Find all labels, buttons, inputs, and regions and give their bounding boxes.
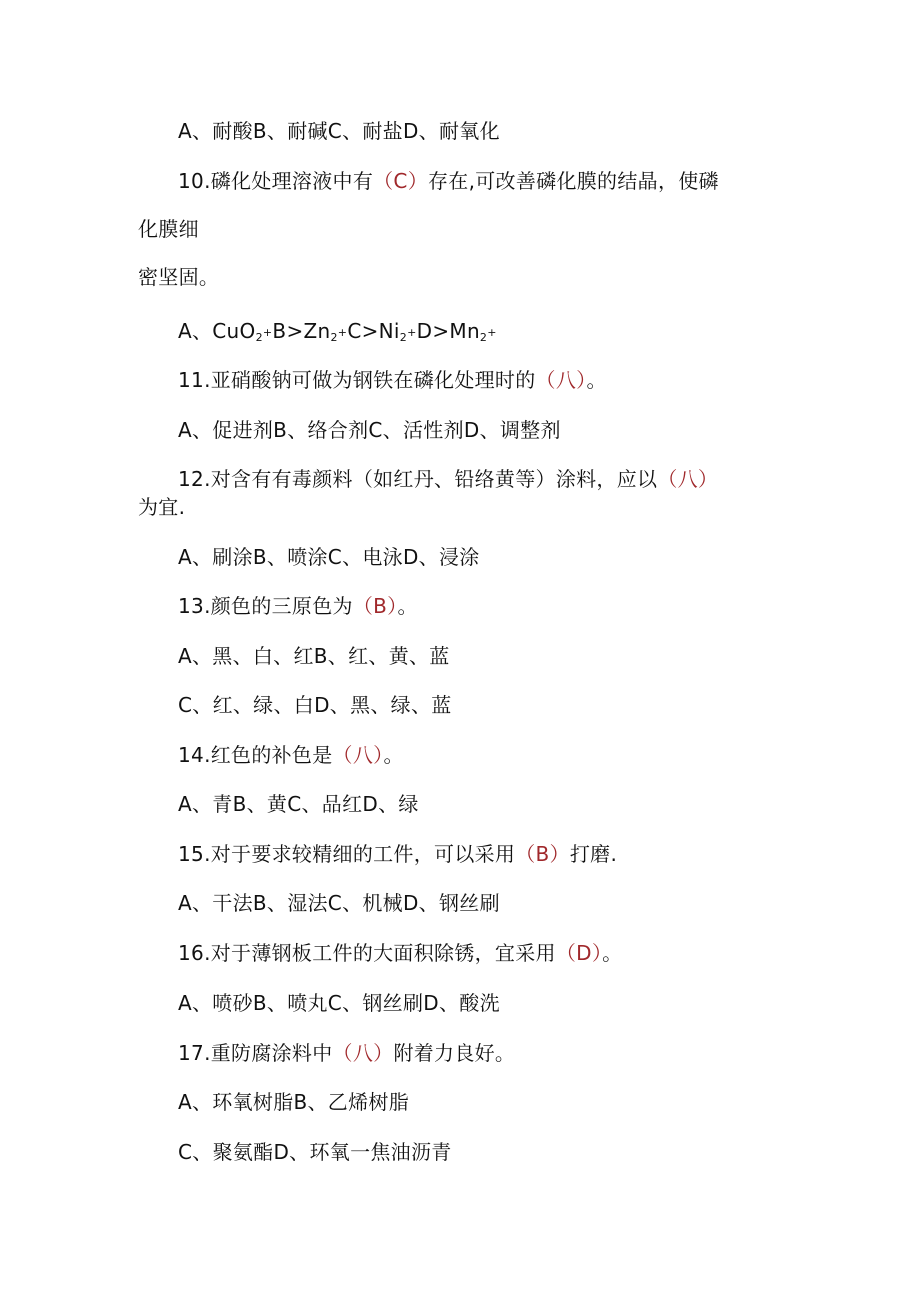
subscript: 2 — [479, 331, 488, 344]
question-text: 。 — [586, 368, 607, 392]
question-text: 附着力良好。 — [393, 1041, 516, 1065]
question-16 — [178, 940, 622, 966]
question-text: .对于要求较精细的工件，可以采用 — [204, 842, 516, 866]
options-line: A、黑、白、红B、红、黄、蓝 — [178, 644, 450, 668]
question-11 — [178, 367, 607, 393]
question-15 — [178, 841, 617, 867]
question-number: 17 — [178, 1041, 205, 1065]
question-number: 14 — [178, 743, 205, 767]
answer-mark: （B） — [352, 594, 398, 618]
question-number: 10 — [178, 169, 205, 193]
option-a: A、CuO — [178, 319, 256, 343]
superscript: + — [407, 326, 417, 339]
question-10 — [178, 168, 719, 194]
question-14 — [178, 742, 404, 768]
question-text: 。 — [383, 743, 404, 767]
superscript: + — [337, 326, 348, 339]
options-line: A、耐酸B、耐碱C、耐盐D、耐氧化 — [178, 119, 500, 143]
options-line: A、喷砂B、喷丸C、钢丝刷D、酸洗 — [178, 991, 500, 1015]
subscript: 2 — [255, 331, 263, 344]
question-text: .对于薄钢板工件的大面积除锈，宜采用 — [204, 941, 556, 965]
question-text: .红色的补色是 — [204, 743, 333, 767]
question-number: 11 — [178, 368, 205, 392]
options-line: A、青B、黄C、品红D、绿 — [178, 792, 419, 816]
answer-mark: （八） — [332, 1041, 394, 1065]
options-line: C、聚氨酯D、环氧一焦油沥青 — [178, 1140, 452, 1164]
question-text: .亚硝酸钠可做为钢铁在磷化处理时的 — [204, 368, 536, 392]
question-text: 。 — [397, 594, 418, 618]
superscript: + — [262, 326, 273, 339]
question-text: .重防腐涂料中 — [204, 1041, 333, 1065]
subscript: 2 — [399, 331, 408, 344]
option-b: B>Zn — [272, 319, 331, 343]
answer-mark: （八） — [657, 467, 719, 491]
options-line: A、干法B、湿法C、机械D、钢丝刷 — [178, 891, 500, 915]
question-continuation: 化膜细 — [138, 217, 199, 241]
options-line: A、刷涂B、喷涂C、电泳D、浸涂 — [178, 545, 480, 569]
question-number: 13 — [178, 594, 205, 618]
question-number: 12 — [178, 467, 205, 491]
question-number: 16 — [178, 941, 205, 965]
answer-mark: （B） — [515, 842, 570, 866]
answer-mark: （D） — [555, 941, 603, 965]
options-line — [178, 318, 497, 344]
question-17 — [178, 1040, 515, 1066]
answer-mark: （八） — [535, 368, 587, 392]
superscript: + — [487, 326, 497, 339]
question-text: 。 — [602, 941, 623, 965]
question-12 — [178, 466, 718, 492]
question-continuation: 为宜. — [138, 495, 186, 519]
question-13 — [178, 593, 418, 619]
question-number: 15 — [178, 842, 205, 866]
question-text: 打磨. — [569, 842, 618, 866]
options-line: A、环氧树脂B、乙烯树脂 — [178, 1090, 410, 1114]
options-line: C、红、绿、白D、黑、绿、蓝 — [178, 693, 452, 717]
question-text: .颜色的三原色为 — [204, 594, 353, 618]
answer-mark: （八） — [332, 743, 384, 767]
option-d: D>Mn — [416, 319, 480, 343]
options-line: A、促进剂B、络合剂C、活性剂D、调整剂 — [178, 418, 561, 442]
question-text: .磷化处理溶液中有 — [204, 169, 374, 193]
subscript: 2 — [330, 331, 338, 344]
question-continuation: 密坚固。 — [138, 265, 220, 289]
question-text: 存在,可改善磷化膜的结晶，使磷 — [428, 169, 719, 193]
option-c: C>Ni — [347, 319, 400, 343]
answer-mark: （C） — [373, 169, 428, 193]
question-text: .对含有有毒颜料（如红丹、铅络黄等）涂料，应以 — [204, 467, 658, 491]
